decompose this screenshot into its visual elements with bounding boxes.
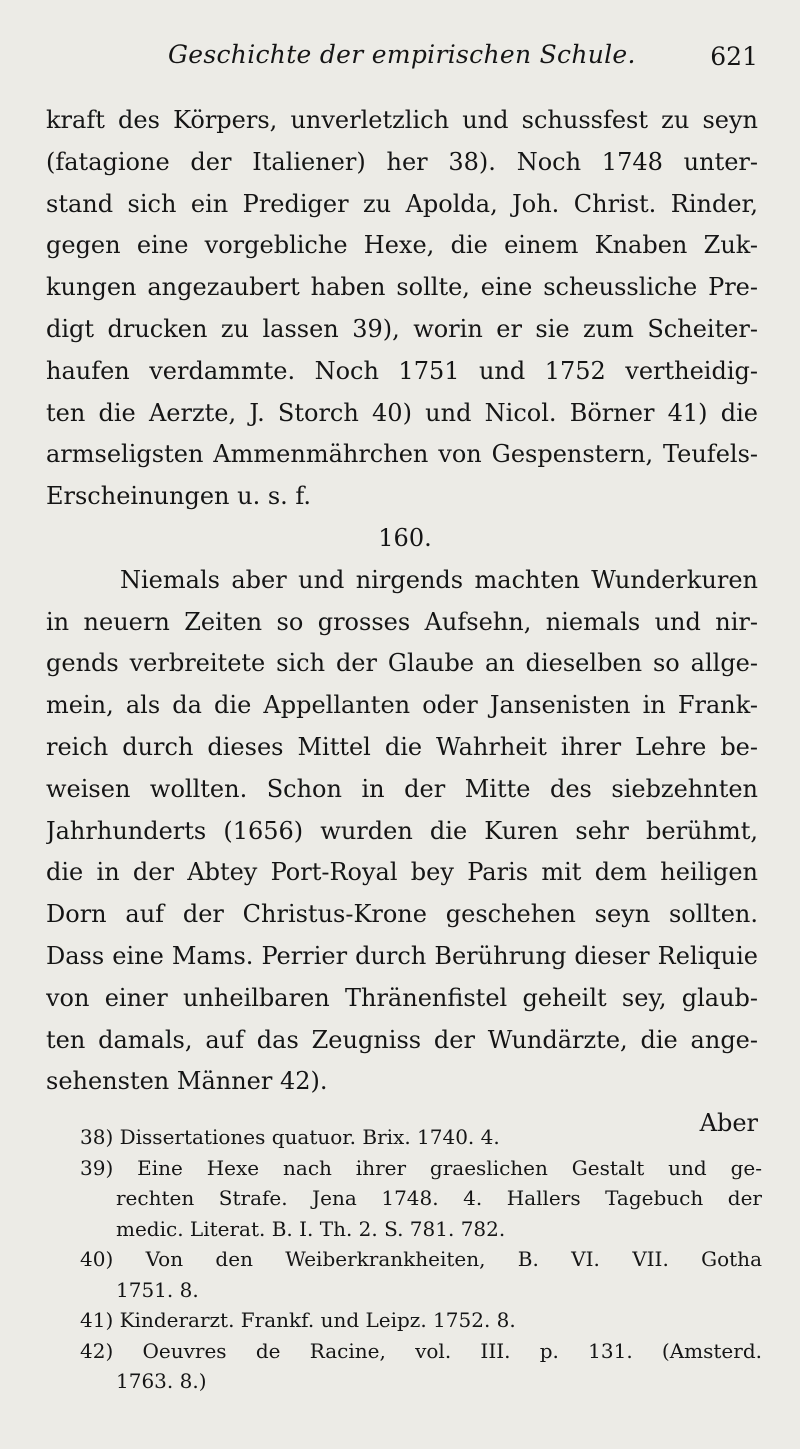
text-line: Jahrhunderts (1656) wurden die Kuren sehr berühmt, [46,816,758,845]
text-line: ten die Aerzte, J. Storch 40) und Nicol. Börner 41) die [46,398,758,427]
text-line: Niemals aber und nirgends machten Wunderkuren [120,565,758,594]
text-line: gends verbreitete sich der Glaube an dieselben so allge- [46,649,758,678]
text-line: Dass eine Mams. Perrier durch Berührung dieser Reliquie [46,941,758,970]
text-line: digt drucken zu lassen 39), worin er sie zum Scheiter- [46,314,758,343]
main-text [46,100,758,1145]
section-number: 160. [378,523,432,552]
text-line: kungen angezaubert haben sollte, eine scheussliche Pre- [46,273,758,302]
footnote-40: 40) Von den Weiberkrankheiten, B. VI. VII. Gotha [80,1247,762,1271]
text-line: die in der Abtey Port-Royal bey Paris mit dem heiligen [46,858,758,887]
text-line: (fatagione der Italiener) her 38). Noch 1748 unter- [46,147,758,176]
footnote-42: 42) Oeuvres de Racine, vol. III. p. 131. (Amsterd. [80,1338,762,1363]
text-line: armseligsten Ammenmährchen von Gespenstern, Teufels- [46,440,758,469]
text-line: mein, als da die Appellanten oder Jansenisten in Frank- [46,691,758,720]
footnote-39: 39) Eine Hexe nach ihrer graeslichen Gestalt und ge- [80,1155,762,1180]
footnote-39-cont: medic. Literat. B. I. Th. 2. S. 781. 782. [116,1216,506,1241]
footnote-40-cont: 1751. 8. [116,1277,199,1302]
text-line: kraft des Körpers, unverletzlich und schussfest zu seyn [46,106,758,134]
footnote-38: 38) Dissertationes quatuor. Brix. 1740. 4. [80,1125,500,1149]
text-line: gegen eine vorgebliche Hexe, die einem Knaben Zuk- [46,231,758,260]
running-title: Geschichte der empirischen Schule. [168,40,636,69]
footnote-39-cont: rechten Strafe. Jena 1748. 4. Hallers Tagebuch der [116,1186,762,1210]
page-number: 621 [710,42,758,71]
text-line: reich durch dieses Mittel die Wahrheit ihrer Lehre be- [46,732,758,761]
catchword: Aber [699,1109,758,1138]
text-line: stand sich ein Prediger zu Apolda, Joh. Christ. Rinder, [46,189,758,218]
text-line: sehensten Männer 42). [46,1067,328,1096]
text-line: von einer unheilbaren Thränenfistel geheilt sey, glaub- [46,983,758,1012]
text-line: Dorn auf der Christus-Krone geschehen seyn sollten. [46,900,758,929]
footnote-42-cont: 1763. 8.) [116,1369,207,1393]
text-line: ten damals, auf das Zeugniss der Wundärzte, die ange- [46,1025,758,1054]
text-line: haufen verdammte. Noch 1751 und 1752 vertheidig- [46,356,758,385]
footnotes [80,1122,762,1397]
footnote-41: 41) Kinderarzt. Frankf. und Leipz. 1752. 8. [80,1308,516,1332]
page-header [0,40,800,90]
text-line: Erscheinungen u. s. f. [46,482,312,511]
text-line: in neuern Zeiten so grosses Aufsehn, niemals und nir- [46,607,758,636]
text-line: weisen wollten. Schon in der Mitte des siebzehnten [46,774,758,803]
